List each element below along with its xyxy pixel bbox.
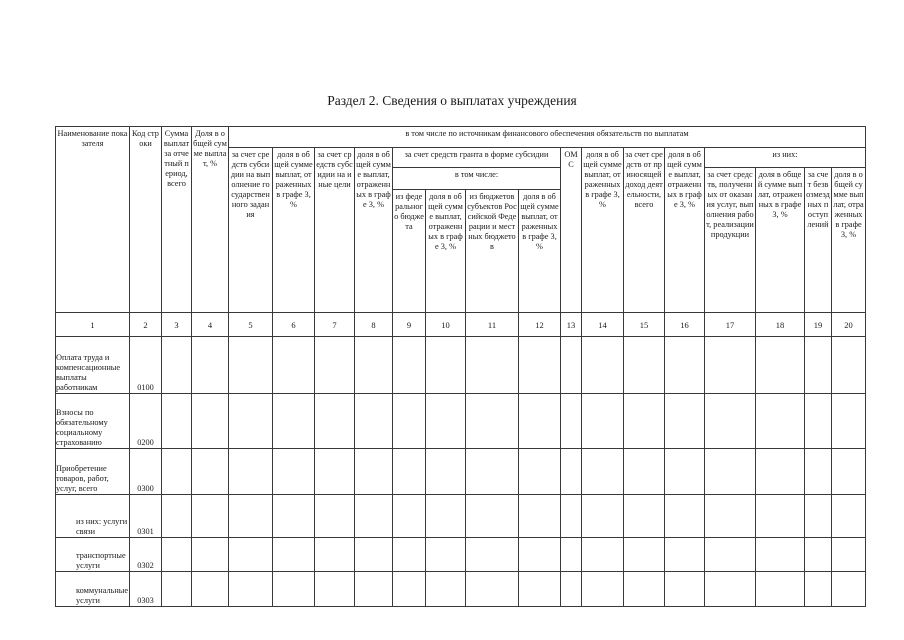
column-number: 14: [582, 313, 624, 337]
column-number: 19: [805, 313, 832, 337]
table-row: [56, 449, 866, 495]
column-number: 2: [130, 313, 162, 337]
header-other-subsidy: за счет средств субсидии на иные цели: [315, 148, 355, 313]
header-share-federal: доля в общей сумме выплат, отраженных в графе 3, %: [426, 190, 466, 313]
header-services-funds: за счет средств, полученных от оказания услуг, выполнения работ, реализации продукции: [705, 168, 756, 313]
column-number: 3: [162, 313, 192, 337]
header-code: Код строки: [130, 127, 162, 313]
column-number: 10: [426, 313, 466, 337]
column-number: 13: [561, 313, 582, 337]
row-name: транспортные услуги: [56, 538, 130, 572]
column-number: 15: [624, 313, 665, 337]
row-name: Приобретение товаров, работ, услуг, всего: [56, 449, 130, 495]
payments-table: [55, 126, 866, 607]
header-share-oms: доля в общей сумме выплат, отраженных в графе 3, %: [582, 148, 624, 313]
column-number: 8: [355, 313, 393, 337]
row-name: коммунальные услуги: [56, 572, 130, 607]
header-gratuitous: за счет безвозмездных поступлений: [805, 168, 832, 313]
table-row: [56, 495, 866, 538]
table-row: [56, 538, 866, 572]
header-name: Наименование показателя: [56, 127, 130, 313]
column-number: 7: [315, 313, 355, 337]
header-share-income: доля в общей сумме выплат, отраженных в графе 3, %: [665, 148, 705, 313]
column-number: 9: [393, 313, 426, 337]
column-number: 20: [832, 313, 866, 337]
row-name: Взносы по обязательному социальному страхованию: [56, 394, 130, 449]
header-oms: ОМС: [561, 148, 582, 313]
header-share-services: доля в общей сумме выплат, отраженных в графе 3, %: [756, 168, 805, 313]
column-number: 18: [756, 313, 805, 337]
row-name: Оплата труда и компенсационные выплаты работникам: [56, 337, 130, 394]
column-number: 17: [705, 313, 756, 337]
header-state-task-subsidy: за счет средств субсидии на выполнение государственного задания: [229, 148, 273, 313]
header-sources-group: в том числе по источникам финансового обеспечения обязательств по выплатам: [229, 127, 866, 148]
header-share-total: Доля в общей сумме выплат, %: [192, 127, 229, 313]
row-code: 0301: [130, 495, 162, 538]
row-code: 0302: [130, 538, 162, 572]
header-of-them: из них:: [705, 148, 866, 168]
table-row: [56, 337, 866, 394]
row-code: 0200: [130, 394, 162, 449]
header-share-other: доля в общей сумме выплат, отраженных в графе 3, %: [355, 148, 393, 313]
row-name: из них: услуги связи: [56, 495, 130, 538]
header-share-regional: доля в общей сумме выплат, отраженных в графе 3, %: [519, 190, 561, 313]
section-title: Раздел 2. Сведения о выплатах учреждения: [327, 93, 577, 108]
row-code: 0303: [130, 572, 162, 607]
column-number: 5: [229, 313, 273, 337]
column-number: 6: [273, 313, 315, 337]
header-regional-budgets: из бюджетов субъектов Российской Федерации и местных бюджетов: [466, 190, 519, 313]
column-number: 11: [466, 313, 519, 337]
column-number: 1: [56, 313, 130, 337]
header-income-activity: за счет средств от приносящей доход деятельности, всего: [624, 148, 665, 313]
row-code: 0100: [130, 337, 162, 394]
header-grant-group: за счет средств гранта в форме субсидии: [393, 148, 561, 168]
table-row: [56, 572, 866, 607]
column-number: 12: [519, 313, 561, 337]
header-share-gratuitous: доля в общей сумме выплат, отраженных в графе 3, %: [832, 168, 866, 313]
column-number: 4: [192, 313, 229, 337]
header-including: в том числе:: [393, 168, 561, 190]
header-sum-total: Сумма выплат за отчетный период, всего: [162, 127, 192, 313]
row-code: 0300: [130, 449, 162, 495]
column-number: 16: [665, 313, 705, 337]
header-federal-budget: из федерального бюджета: [393, 190, 426, 313]
header-share-state-task: доля в общей сумме выплат, отраженных в графе 3, %: [273, 148, 315, 313]
table-row: [56, 394, 866, 449]
